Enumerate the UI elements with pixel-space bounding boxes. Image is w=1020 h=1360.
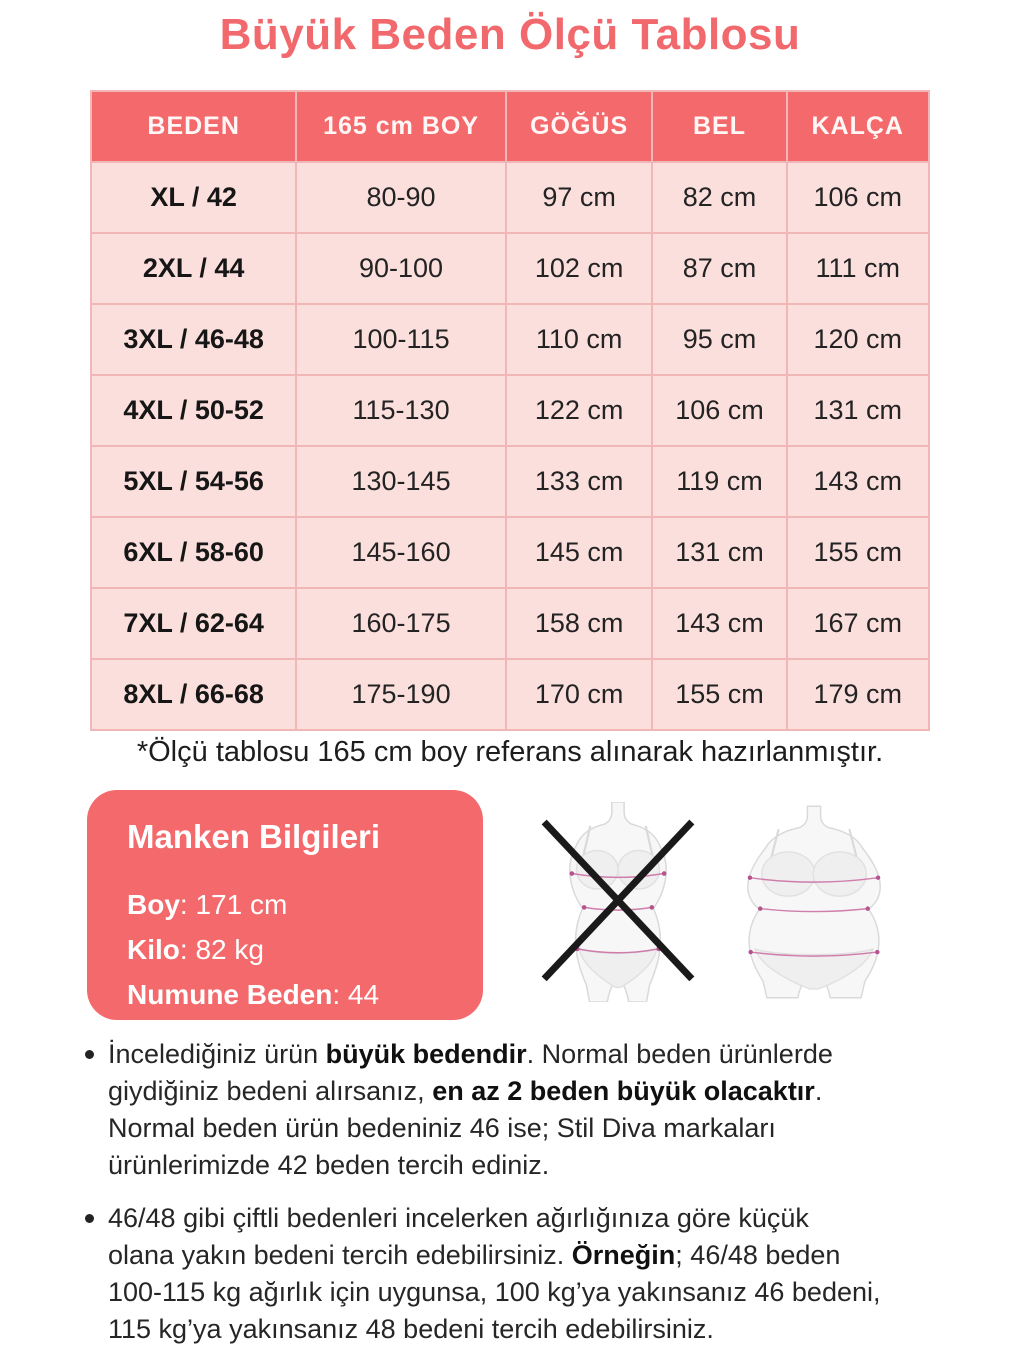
cell-size: 5XL / 54-56 bbox=[91, 446, 296, 517]
table-row bbox=[91, 446, 929, 517]
cell-weight-range: 90-100 bbox=[296, 233, 506, 304]
cell-waist: 82 cm bbox=[652, 162, 786, 233]
plus-body-icon bbox=[733, 802, 895, 1002]
cell-hip: 179 cm bbox=[787, 659, 929, 730]
bullet-dot bbox=[85, 1214, 94, 1223]
model-height-line bbox=[127, 882, 443, 927]
cell-hip: 131 cm bbox=[787, 375, 929, 446]
note-line: olana yakın bedeni tercih edebilirsiniz. Örneğin; 46/48 beden bbox=[108, 1240, 841, 1270]
slim-body-crossed-icon bbox=[538, 802, 698, 1002]
cell-size: 4XL / 50-52 bbox=[91, 375, 296, 446]
model-sample-size-label: Numune Beden bbox=[127, 979, 333, 1010]
model-sample-size-line bbox=[127, 972, 443, 1017]
table-row bbox=[91, 233, 929, 304]
cell-size: XL / 42 bbox=[91, 162, 296, 233]
model-sample-size-value: : 44 bbox=[332, 979, 380, 1010]
model-info-card bbox=[87, 790, 483, 1020]
table-row bbox=[91, 588, 929, 659]
cell-bust: 133 cm bbox=[506, 446, 653, 517]
cell-size: 6XL / 58-60 bbox=[91, 517, 296, 588]
plus-body-svg bbox=[733, 802, 895, 1002]
cell-waist: 119 cm bbox=[652, 446, 786, 517]
cell-waist: 155 cm bbox=[652, 659, 786, 730]
page-title: Büyük Beden Ölçü Tablosu bbox=[219, 10, 801, 59]
cell-weight-range: 115-130 bbox=[296, 375, 506, 446]
col-header-boy: 165 cm BOY bbox=[296, 91, 506, 162]
size-table-header-row bbox=[91, 91, 929, 162]
cell-size: 2XL / 44 bbox=[91, 233, 296, 304]
col-header-gogus: GÖĞÜS bbox=[506, 91, 653, 162]
cell-hip: 143 cm bbox=[787, 446, 929, 517]
note-item-double-size bbox=[85, 1200, 960, 1348]
cell-weight-range: 130-145 bbox=[296, 446, 506, 517]
cell-weight-range: 80-90 bbox=[296, 162, 506, 233]
cell-size: 7XL / 62-64 bbox=[91, 588, 296, 659]
note-text bbox=[108, 1200, 881, 1348]
cell-waist: 87 cm bbox=[652, 233, 786, 304]
model-height-label: Boy bbox=[127, 889, 180, 920]
model-weight-label: Kilo bbox=[127, 934, 180, 965]
cell-bust: 102 cm bbox=[506, 233, 653, 304]
cell-weight-range: 160-175 bbox=[296, 588, 506, 659]
table-footnote: *Ölçü tablosu 165 cm boy referans alınarak hazırlanmıştır. bbox=[136, 736, 884, 768]
cell-bust: 122 cm bbox=[506, 375, 653, 446]
cell-bust: 97 cm bbox=[506, 162, 653, 233]
cell-waist: 95 cm bbox=[652, 304, 786, 375]
note-item-plus-size bbox=[85, 1036, 960, 1184]
col-header-bel: BEL bbox=[652, 91, 786, 162]
cell-waist: 143 cm bbox=[652, 588, 786, 659]
table-row bbox=[91, 375, 929, 446]
bullet-dot bbox=[85, 1050, 94, 1059]
cell-bust: 145 cm bbox=[506, 517, 653, 588]
cell-bust: 110 cm bbox=[506, 304, 653, 375]
sizing-notes bbox=[85, 1036, 960, 1348]
table-row bbox=[91, 659, 929, 730]
model-height-value: : 171 cm bbox=[179, 889, 288, 920]
cell-hip: 155 cm bbox=[787, 517, 929, 588]
cell-bust: 158 cm bbox=[506, 588, 653, 659]
cell-bust: 170 cm bbox=[506, 659, 653, 730]
cell-size: 3XL / 46-48 bbox=[91, 304, 296, 375]
table-row bbox=[91, 517, 929, 588]
note-line: giydiğiniz bedeni alırsanız, en az 2 beden büyük olacaktır. bbox=[108, 1076, 823, 1106]
note-line: 46/48 gibi çiftli bedenleri incelerken ağırlığınıza göre küçük bbox=[108, 1203, 809, 1233]
table-row bbox=[91, 304, 929, 375]
note-line: 100-115 kg ağırlık için uygunsa, 100 kg’ya yakınsanız 46 bedeni, bbox=[108, 1277, 881, 1307]
cell-waist: 131 cm bbox=[652, 517, 786, 588]
cell-hip: 120 cm bbox=[787, 304, 929, 375]
cell-size: 8XL / 66-68 bbox=[91, 659, 296, 730]
model-weight-value: : 82 kg bbox=[179, 934, 264, 965]
cell-hip: 167 cm bbox=[787, 588, 929, 659]
note-text bbox=[108, 1036, 833, 1184]
note-line: 115 kg’ya yakınsanız 48 bedeni tercih edebilirsiniz. bbox=[108, 1314, 714, 1344]
cell-weight-range: 145-160 bbox=[296, 517, 506, 588]
slim-body-svg bbox=[538, 802, 698, 1002]
note-line: Normal beden ürün bedeniniz 46 ise; Stil Diva markaları bbox=[108, 1113, 776, 1143]
size-table bbox=[90, 90, 930, 731]
table-row bbox=[91, 162, 929, 233]
note-line: İncelediğiniz ürün büyük bedendir. Normal beden ürünlerde bbox=[108, 1039, 833, 1069]
cell-weight-range: 100-115 bbox=[296, 304, 506, 375]
model-info-title: Manken Bilgileri bbox=[127, 818, 381, 855]
cell-hip: 111 cm bbox=[787, 233, 929, 304]
cell-hip: 106 cm bbox=[787, 162, 929, 233]
cell-waist: 106 cm bbox=[652, 375, 786, 446]
model-weight-line bbox=[127, 927, 443, 972]
cell-weight-range: 175-190 bbox=[296, 659, 506, 730]
col-header-beden: BEDEN bbox=[91, 91, 296, 162]
note-line: ürünlerimizde 42 beden tercih ediniz. bbox=[108, 1150, 550, 1180]
col-header-kalca: KALÇA bbox=[787, 91, 929, 162]
